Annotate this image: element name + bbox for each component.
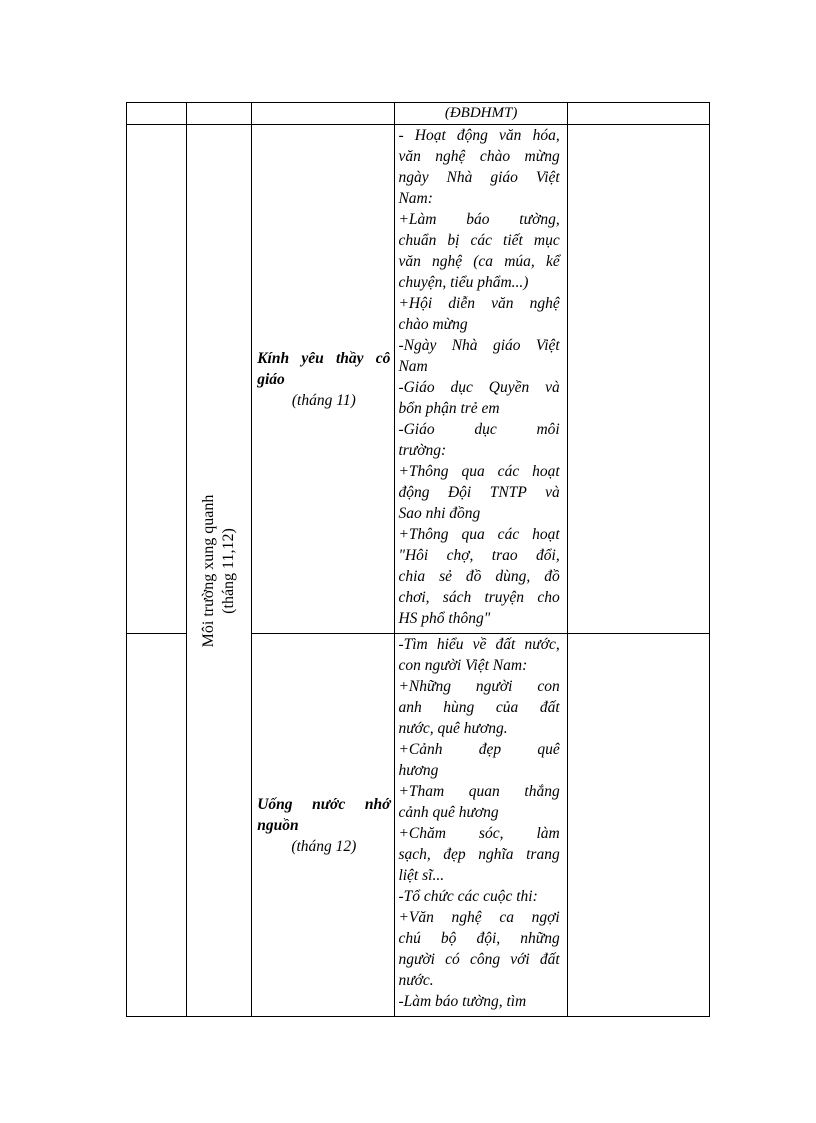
week-cell-2	[127, 634, 187, 1017]
content-line: bổn phận trẻ em	[398, 400, 500, 417]
plan-table	[126, 102, 710, 1017]
theme-month-2: (tháng 12)	[291, 837, 357, 855]
content-line: +Văn nghệ ca ngợi	[398, 909, 560, 926]
note-cell-1	[567, 125, 709, 634]
content-line: HS phổ thông"	[398, 610, 491, 627]
header-cell-5	[567, 103, 709, 125]
content-line: anh hùng của đất	[398, 699, 560, 716]
content-line: -Tổ chức các cuộc thi:	[398, 888, 538, 905]
topic-label	[199, 494, 239, 647]
content-line: văn nghệ (ca múa, kể	[398, 253, 560, 270]
note-cell-2	[567, 634, 709, 1017]
theme-title-1: Kính yêu thầy cô giáo	[257, 349, 391, 388]
content-line: -Giáo dục môi	[398, 421, 560, 438]
content-line: văn nghệ chào mừng	[398, 148, 560, 165]
content-lines-1	[398, 125, 559, 629]
content-line: động Đội TNTP và	[398, 484, 560, 501]
content-line: Nam:	[398, 190, 433, 207]
header-cell-3	[252, 103, 395, 125]
header-row	[127, 103, 710, 125]
content-line: nước, quê hương.	[398, 720, 508, 737]
header-cell-1	[127, 103, 187, 125]
theme-cell-2	[252, 634, 395, 1017]
content-line: ngày Nhà giáo Việt	[398, 169, 560, 186]
topic-cell	[187, 125, 252, 1017]
content-line: - Hoạt động văn hóa,	[398, 127, 560, 144]
content-line: +Cảnh đẹp quê	[398, 741, 560, 758]
content-line: +Thông qua các hoạt	[398, 526, 560, 543]
content-line: +Hội diễn văn nghệ	[398, 295, 560, 312]
header-text: (ĐBDHMT)	[444, 105, 518, 121]
theme-month-1: (tháng 11)	[291, 391, 356, 409]
content-line: cảnh quê hương	[398, 804, 499, 821]
content-line: Sao nhi đồng	[398, 505, 481, 522]
content-line: Nam	[398, 358, 428, 375]
header-cell-4	[395, 103, 567, 125]
content-line: trường:	[398, 442, 447, 459]
content-line: con người Việt Nam:	[398, 657, 528, 674]
content-line: +Thông qua các hoạt	[398, 463, 560, 480]
content-line: -Ngày Nhà giáo Việt	[398, 337, 560, 354]
week-cell-1	[127, 125, 187, 634]
theme-row-1	[127, 125, 710, 634]
content-line: chú bộ đội, những	[398, 930, 560, 947]
content-line: chơi, sách truyện cho	[398, 589, 560, 606]
content-lines-2	[398, 634, 559, 1012]
content-line: +Làm báo tường,	[398, 211, 560, 228]
content-line: chuyện, tiểu phẩm...)	[398, 274, 529, 291]
content-line: +Những người con	[398, 678, 560, 695]
theme-title-2: Uống nước nhớ nguồn	[257, 795, 391, 834]
topic-title: Môi trường xung quanh	[200, 494, 218, 647]
content-line: sạch, đẹp nghĩa trang	[398, 846, 560, 863]
theme-cell-1	[252, 125, 395, 634]
header-cell-2	[187, 103, 252, 125]
content-line: +Chăm sóc, làm	[398, 825, 560, 842]
content-line: hương	[398, 762, 439, 779]
content-line: chào mừng	[398, 316, 468, 333]
content-line: "Hôi chợ, trao đổi,	[398, 547, 560, 564]
topic-months: (tháng 11,12)	[220, 527, 238, 614]
content-line: người có công với đất	[398, 951, 560, 968]
content-line: chia sẻ đồ dùng, đồ	[398, 568, 560, 585]
content-line: -Tìm hiểu về đất nước,	[398, 636, 560, 653]
content-line: chuẩn bị các tiết mục	[398, 232, 560, 249]
content-line: liệt sĩ...	[398, 867, 445, 884]
content-line: nước.	[398, 972, 434, 989]
content-cell-2	[395, 634, 567, 1017]
content-line: -Giáo dục Quyền và	[398, 379, 560, 396]
content-line: +Tham quan thắng	[398, 783, 560, 800]
content-cell-1	[395, 125, 567, 634]
content-line: -Làm báo tường, tìm	[398, 993, 527, 1010]
